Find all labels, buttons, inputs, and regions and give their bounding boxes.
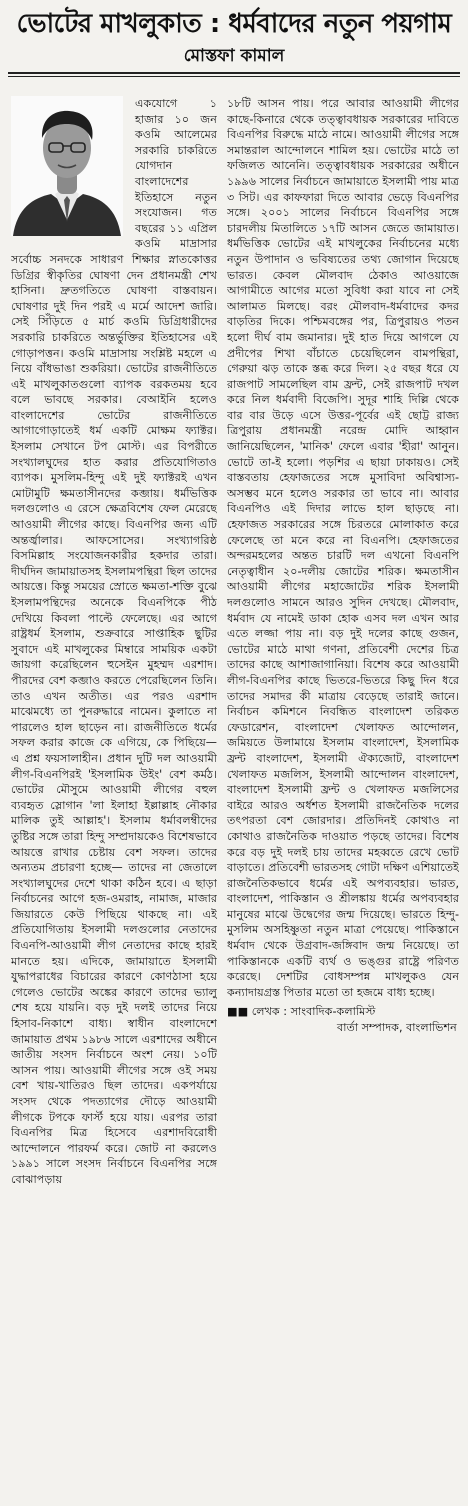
photo-float-spacer [11,96,129,242]
article-headline: ভোটের মাখলুকাত : ধর্মবাদের নতুন পয়গাম [16,9,452,39]
top-divider [8,72,460,74]
author-credit [227,1004,459,1020]
credit-organization: বার্তা সম্পাদক, বাংলাভিশন [337,1021,457,1035]
top-divider-thin [8,76,460,77]
pen-icon: ■■ [227,1005,249,1019]
column-2-text: ১৮টি আসন পায়। পরে আবার আওয়ামী লীগের কাছে-কিনারে থেকে তত্ত্বাবধায়ক সরকারের দাবিতে বিএনপির বিরুদ্ধে মাঠে নামে। আওয়ামী লীগের সঙ্গে সমান্তরাল আন্দোলনে শামিল হয়। ভোটের মাঠে তা ফজিলত আনেনি। তত্ত্বাবধায়ক সরকারের অধীনে ১৯৯৬ সালের নির্বাচনে জামায়াতে ইসলামী পায় মাত্র ৩ সিট। এর কাফফারা দিতে আবার ভেড়ে বিএনপির সঙ্গে। ২০০১ সালের নির্বাচনে বিএনপির সঙ্গে চারদলীয় মিতালিতে ১৭টি আসন জেতে জামায়াত। ধর্মভিত্তিক ভোটের এই মাখলুকের নির্বাচনের মধ্যে নতুন উপাদান ও ভবিষ্যতের তথ্য জোগান দিয়েছে ভারত। কেবল মৌলবাদ ঠেকাও আওয়াজে আগামীতে আগের মতো সুবিধা করা যাবে না সেই আলামত মিলছে। বরং মৌলবাদ-ধর্মবাদের কদর বাড়তির দিকে। পশ্চিমবঙ্গের পর, ত্রিপুরায়ও পতন হলো দীর্ঘ বাম জমানার। দুই হাত দিয়ে আগলে যে প্রদীপের শিখা বাঁচাতে চেয়েছিলেন বামপন্থিরা, গেরুয়া ঝড় তাকে স্তব্ধ করে দিল। ২৫ বছর ধরে যে রাজপাট সামলেছিল বাম ফ্রন্ট, সেই রাজপাট দখল করে নিল ধর্মবাদী বিজেপি। সুদূর শাহি দিল্লি থেকে বার বার উড়ে এসে উত্তর-পূর্বের এই ছোট্ট রাজ্য ত্রিপুরায় প্রধানমন্ত্রী নরেন্দ্র মোদি আহ্বান জানিয়েছিলেন, 'মানিক' ফেলে এবার 'হীরা' আনুন। ভোটে তা-ই হলো। পড়শির এ ছায়া ঢাকায়ও। সেই বাস্তবতায় হেফাজতের সঙ্গে মুসাবিদা অবিশ্বাস্য-অসম্ভব মনে হলেও সরকার তা ভাবে না। আবার বিএনপিও এই দিদার লাভে হাল ছাড়ছে না। হেফাজত সরকারের সঙ্গে চিরতরে মোলাকাত করে ফেলেছে তা মনে করে না বিএনপি। হেফাজতের অন্দরমহলের অন্তত চারটি দল এখনো বিএনপি নেতৃত্বাধীন ২০-দলীয় জোটের শরিক। ক্ষমতাসীন আওয়ামী লীগের মহাজোটের শরিক ইসলামী দলগুলোও সামনে আরও সুদিন দেখছে। মৌলবাদ, ধর্মবাদ যে নামেই ডাকা হোক এসব দল এখন আর এতে লজ্জা পায় না। বড় দুই দলের কাছে গুজন, ভোটের মাঠে মাথা গণনা, প্রতিবেশী দেশের চিত্র তাদের কাছে আশাজাগানিয়া। বিশেষ করে আওয়ামী লীগ-বিএনপির কাছে ভিতরে-ভিতরে কিছু দিন ধরে তাদের সমাদর কী মাত্রায় বেড়েছে তারাই জানে। নির্বাচন কমিশনে নিবন্ধিত বাংলাদেশ তরিকত ফেডারেশন, বাংলাদেশ খেলাফত আন্দোলন, জমিয়তে উলামায়ে ইসলাম বাংলাদেশ, ইসলামিক ফ্রন্ট বাংলাদেশ, ইসলামী ঐক্যজোট, বাংলাদেশ খেলাফত মজলিস, ইসলামী আন্দোলন বাংলাদেশ, বাংলাদেশ ইসলামী ফ্রন্ট ও খেলাফত মজলিসের বাইরে আরও অর্ধশত ইসলামী রাজনৈতিক দলের তৎপরতা বেশ জোরদার। প্রতিদিনই কোথাও না কোথাও রাজনৈতিক দাওয়াত পড়ছে তাদের। বিশেষ করে বড় দুই দলই চায় তাদের মহব্বতে রেখে ভোট বাড়াতে। প্রতিবেশী ভারতসহ গোটা দক্ষিণ এশিয়াতেই রাজনৈতিকভাবে ধর্মের এই অপব্যবহার। ভারত, বাংলাদেশ, পাকিস্তান ও শ্রীলঙ্কায় ধর্মের অপব্যবহার মানুষের মাঝে উদ্বেগের জন্ম দিয়েছে। ভারতে হিন্দু-মুসলিম অসহিষ্ণুতা নতুন মাত্রা পেয়েছে। পাকিস্তানে ধর্মবাদ থেকে উগ্রবাদ-জঙ্গিবাদ জন্ম নিয়েছে। তা পাকিস্তানকে একটি ব্যর্থ ও ভঙ্গুর রাষ্ট্রে পরিণত করেছে। দেশটির বোধসম্পন্ন মাখলুকও যেন কন্যাদায়গ্রস্ত পিতার মতো তা হজমে বাধ্য হচ্ছে। [227,97,459,999]
credit-prefix: লেখক : সাংবাদিক-কলামিস্ট [251,1005,376,1019]
article-column-1 [11,96,217,1491]
article-column-2 [227,96,459,1491]
column-1-text: একযোগে ১ হাজার ১০ জন কওমি আলেমের সরকারি চাকরিতে যোগদান বাংলাদেশের ইতিহাসে নতুন সংযোজন। গত বছরের ১১ এপ্রিল কওমি মাদ্রাসার সর্বোচ্চ সনদকে সাধারণ শিক্ষার স্নাতকোত্তর ডিগ্রির স্বীকৃতির ঘোষণা দেন প্রধানমন্ত্রী শেখ হাসিনা। দ্রুতগতিতে ঘোষণা বাস্তবায়ন। ঘোষণার দুই দিন পরই এ মর্মে আদেশ জারি। সেই সিঁড়িতে ৫ মার্চ কওমি ডিগ্রিধারীদের সরকারি চাকরিতে অন্তর্ভুক্তির ইতিহাসের এই গোড়াপত্তন। কওমি মাদ্রাসায় সংশ্লিষ্ট মহলে এ নিয়ে বাঁধভাঙা শুকরিয়া। ভোটের রাজনীতিতে এই মাখলুকাতগুলো ব্যাপক বরকতময় হবে বলে ভাবছে সরকার। বেআইনি হলেও বাংলাদেশের ভোটের রাজনীতিতে আগাগোড়াতেই ধর্ম একটি মোক্ষম ফ্যাক্টর। ইসলাম সেখানে টপ মোস্ট। এর বিপরীতে সংখ্যালঘুদের হাত করার প্রতিযোগিতাও ব্যাপক। মুসলিম-হিন্দু এই দুই ফ্যাক্টরই এখন মোটামুটি ক্ষমতাসীনদের কব্জায়। ধর্মভিত্তিক দলগুলোও এ রেসে ক্ষেত্রবিশেষ ফেল মেরেছে আওয়ামী লীগের কাছে। বিএনপির জন্য এটি অন্তর্জ্বালার। আফসোসের। সংখ্যাগরিষ্ঠ বিসমিল্লাহ সংযোজনকারীর হকদার তারা। দীর্ঘদিন জামায়াতসহ ইসলামপন্থিরা ছিল তাদের আয়ত্তে। কিন্তু সময়ের স্রোতে ক্ষমতা-শক্তি বুঝে ইসলামপন্থিদের অনেকে বিএনপিকে পীঠ দেখিয়ে কিবলা পাল্টে ফেলেছে। এর আগে রাষ্ট্রধর্ম ইসলাম, শুক্রবারে সাপ্তাহিক ছুটির সুবাদে এই মাখলুকের মিম্বারে সাময়িক একটা জায়গা করেছিলেন হুসেইন মুহম্মদ এরশাদ। পীরদের বেশ কব্জাও করতে পেরেছিলেন তিনি। তাও এখন অতীত। এর পরও এরশাদ মাঝেমধ্যে তা পুনরুদ্ধারে নামেন। কুলাতে না পারলেও হাল ছাড়েন না। রাজনীতিতে ধর্মের সফল করার কাজে কে এগিয়ে, কে পিছিয়ে— এ প্রশ্ন ফয়সালাহীন। প্রধান দুটি দল আওয়ামী লীগ-বিএনপিরই 'ইসলামিক উইং' বেশ কর্মঠ। ভোটের মৌসুমে আওয়ামী লীগের বহুল ব্যবহৃত স্লোগান 'লা ইলাহা ইল্লাল্লাহ নৌকার মালিক তুই আল্লাহ'। ইসলাম ধর্মাবলম্বীদের তুষ্টির সঙ্গে তারা হিন্দু সম্প্রদায়কেও বিশেষভাবে আয়ত্তে রাখার চেষ্টায় বেশ সফল। তাদের অন্যতম প্রচারণা হচ্ছে— তাদের না জেতালে সংখ্যালঘুদের দেশে থাকা কঠিন হবে। এ ছাড়া নির্বাচনের আগে হজ-ওমরাহ, নামাজ, মাজার জিয়ারতে কেউ পিছিয়ে থাকছে না। এই প্রতিযোগিতায় ইসলামী দলগুলোর নেতাদের বিএনপি-আওয়ামী লীগ নেতাদের কাছে হারই মানতে হয়। এদিকে, জামায়াতে ইসলামী যুদ্ধাপরাধের বিচারের কারণে কোণঠাসা হয়ে গেলেও ভোটের অঙ্কের কারণে তাদের ভ্যালু শেষ হয়ে যায়নি। বড় দুই দলই তাদের নিয়ে হিসাব-নিকাশে বাধ্য। স্বাধীন বাংলাদেশে জামায়াত প্রথম ১৯৮৬ সালে এরশাদের অধীনে জাতীয় সংসদ নির্বাচনে অংশ নেয়। ১০টি আসন পায়। আওয়ামী লীগের সঙ্গে ওই সময় বেশ খায়-খাতিরও ছিল তাদের। একপর্যায়ে সংসদ থেকে পদত্যাগের দৌড়ে আওয়ামী লীগকে টপকে ফার্স্ট হয়ে যায়। এরপর তারা বিএনপির মিত্র হিসেবে এরশাদবিরোধী আন্দোলনে পারফর্ম করে। জোট না করলেও ১৯৯১ সালে সংসদ নির্বাচনে বিএনপির সঙ্গে বোঝাপড়ায় [11,97,217,1186]
author-byline: মোস্তফা কামাল [183,46,285,66]
